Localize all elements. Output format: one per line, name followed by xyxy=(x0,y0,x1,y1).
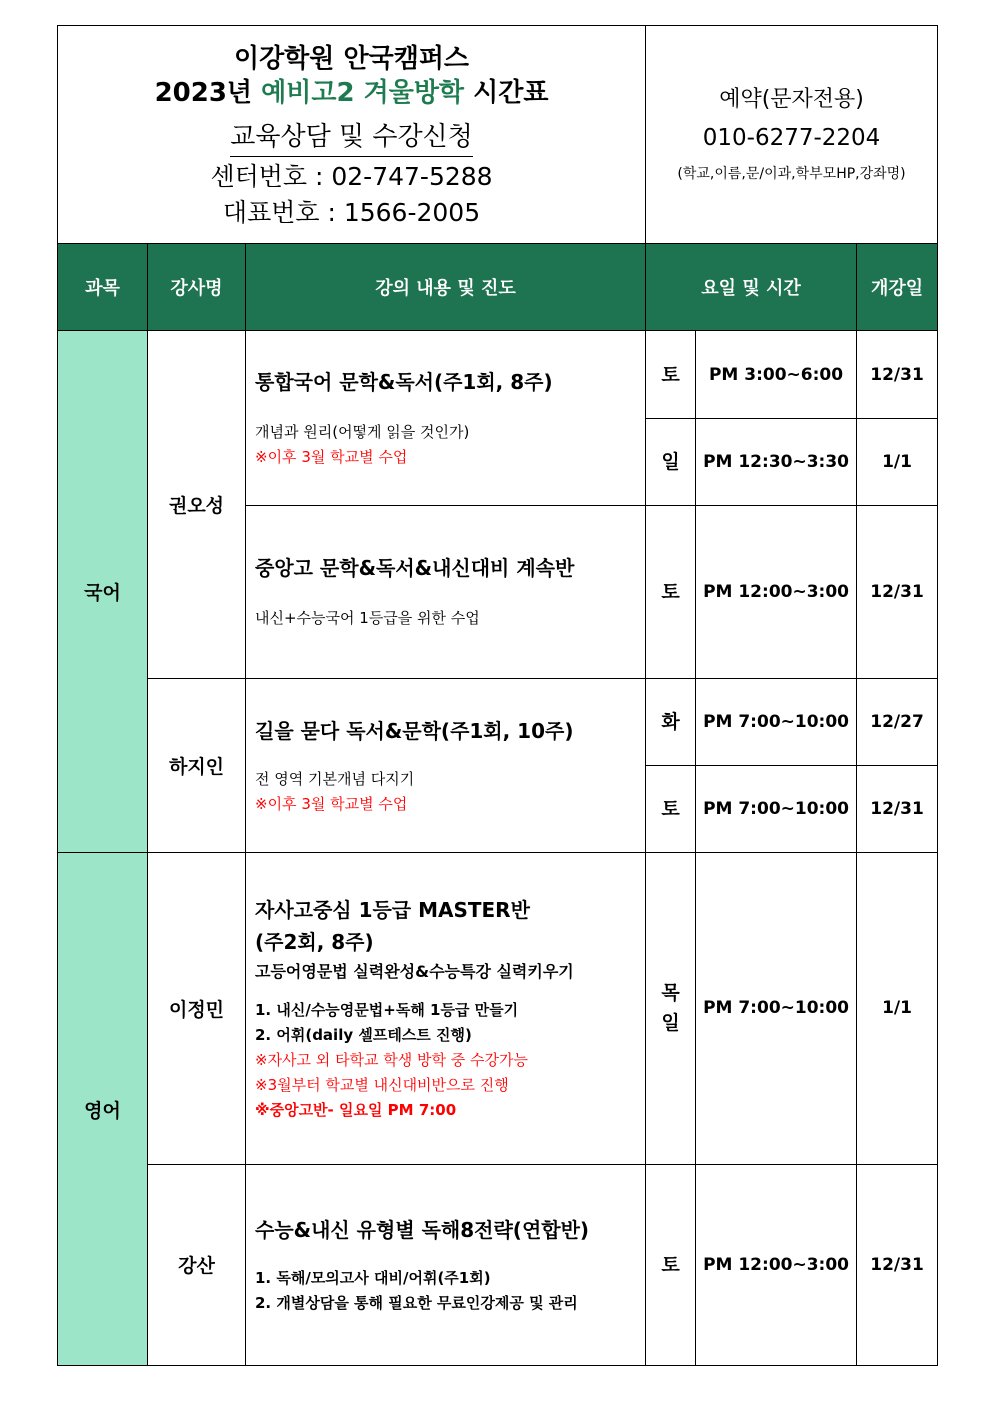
academy-title: 이강학원 안국캠퍼스 xyxy=(233,44,470,75)
course-item: 1. 내신/수능영문법+독해 1등급 만들기 xyxy=(255,1000,519,1019)
course-title: 자사고중심 1등급 MASTER반 xyxy=(255,897,530,922)
course-day: 화 xyxy=(646,678,696,765)
course-description: 개념과 원리(어떻게 읽을 것인가) xyxy=(255,423,470,442)
subject-korean: 국어 xyxy=(58,331,148,853)
column-teacher: 강사명 xyxy=(148,244,246,331)
course-note: ※이후 3월 학교별 수업 xyxy=(255,448,408,467)
course-title: 길을 묻다 독서&문학(주1회, 10주) xyxy=(255,718,574,743)
consult-title: 교육상담 및 수강신청 xyxy=(230,120,473,157)
course-start-date: 12/31 xyxy=(857,766,938,853)
teacher-name: 권오성 xyxy=(148,331,246,679)
course-title: 수능&내신 유형별 독해8전략(연합반) xyxy=(255,1217,590,1242)
column-subject: 과목 xyxy=(58,244,148,331)
schedule-title-year: 2023년 xyxy=(154,78,262,109)
schedule-title xyxy=(58,76,645,110)
reservation-phone: 010-6277-2204 xyxy=(702,124,881,151)
course-start-date: 12/31 xyxy=(857,331,938,418)
course-start-date: 1/1 xyxy=(857,853,938,1164)
course-day: 목 xyxy=(661,982,680,1005)
course-day: 토 xyxy=(646,766,696,853)
course-subtitle: 고등어영문법 실력완성&수능특강 실력키우기 xyxy=(255,961,574,981)
course-description: 전 영역 기본개념 다지기 xyxy=(255,769,415,788)
course-days xyxy=(646,853,696,1164)
course-start-date: 1/1 xyxy=(857,418,938,505)
course-start-date: 12/31 xyxy=(857,505,938,678)
schedule-title-highlight: 예비고2 겨울방학 xyxy=(261,78,465,109)
course-content xyxy=(246,678,646,852)
course-time: PM 3:00~6:00 xyxy=(696,331,857,418)
course-content xyxy=(246,331,646,505)
subject-english: 영어 xyxy=(58,853,148,1366)
header-row xyxy=(58,26,938,244)
main-number: 대표번호 : 1566-2005 xyxy=(222,198,481,228)
course-title: 통합국어 문학&독서(주1회, 8주) xyxy=(255,370,553,395)
course-content xyxy=(246,505,646,678)
column-content: 강의 내용 및 진도 xyxy=(246,244,646,331)
reservation-label: 예약(문자전용) xyxy=(719,86,864,112)
table-row xyxy=(58,1164,938,1365)
course-note: ※중앙고반- 일요일 PM 7:00 xyxy=(255,1100,457,1119)
reservation-note: (학교,이름,문/이과,학부모HP,강좌명) xyxy=(677,165,906,182)
course-item: 2. 어휘(daily 셀프테스트 진행) xyxy=(255,1025,472,1044)
teacher-name: 하지인 xyxy=(148,678,246,852)
course-note: ※3월부터 학교별 내신대비반으로 진행 xyxy=(255,1075,509,1094)
reservation-box xyxy=(646,26,938,244)
course-content xyxy=(246,853,646,1164)
academy-header xyxy=(58,26,646,244)
column-schedule: 요일 및 시간 xyxy=(646,244,857,331)
course-note: ※자사고 외 타학교 학생 방학 중 수강가능 xyxy=(255,1050,529,1069)
course-time: PM 12:00~3:00 xyxy=(696,505,857,678)
course-time: PM 12:00~3:00 xyxy=(696,1164,857,1365)
teacher-name: 강산 xyxy=(148,1164,246,1365)
course-day: 일 xyxy=(661,1012,680,1035)
table-row xyxy=(58,331,938,418)
course-note: ※이후 3월 학교별 수업 xyxy=(255,794,408,813)
course-time: PM 12:30~3:30 xyxy=(696,418,857,505)
course-content xyxy=(246,1164,646,1365)
course-start-date: 12/27 xyxy=(857,678,938,765)
course-item: 2. 개별상담을 통해 필요한 무료인강제공 및 관리 xyxy=(255,1293,578,1312)
course-start-date: 12/31 xyxy=(857,1164,938,1365)
course-title: 중앙고 문학&독서&내신대비 계속반 xyxy=(255,556,575,581)
table-row xyxy=(58,678,938,765)
table-row xyxy=(58,853,938,1164)
course-description: 내신+수능국어 1등급을 위한 수업 xyxy=(255,609,480,628)
teacher-name: 이정민 xyxy=(148,853,246,1164)
column-header-row xyxy=(58,244,938,331)
course-day: 토 xyxy=(646,505,696,678)
course-day: 일 xyxy=(646,418,696,505)
course-time: PM 7:00~10:00 xyxy=(696,766,857,853)
course-day: 토 xyxy=(646,1164,696,1365)
column-start-date: 개강일 xyxy=(857,244,938,331)
timetable xyxy=(57,25,938,1366)
course-title-frequency: (주2회, 8주) xyxy=(255,929,374,954)
course-item: 1. 독해/모의고사 대비/어휘(주1회) xyxy=(255,1268,491,1287)
course-time: PM 7:00~10:00 xyxy=(696,678,857,765)
course-time: PM 7:00~10:00 xyxy=(696,853,857,1164)
center-number: 센터번호 : 02-747-5288 xyxy=(210,162,493,192)
schedule-title-suffix: 시간표 xyxy=(464,78,549,109)
course-day: 토 xyxy=(646,331,696,418)
